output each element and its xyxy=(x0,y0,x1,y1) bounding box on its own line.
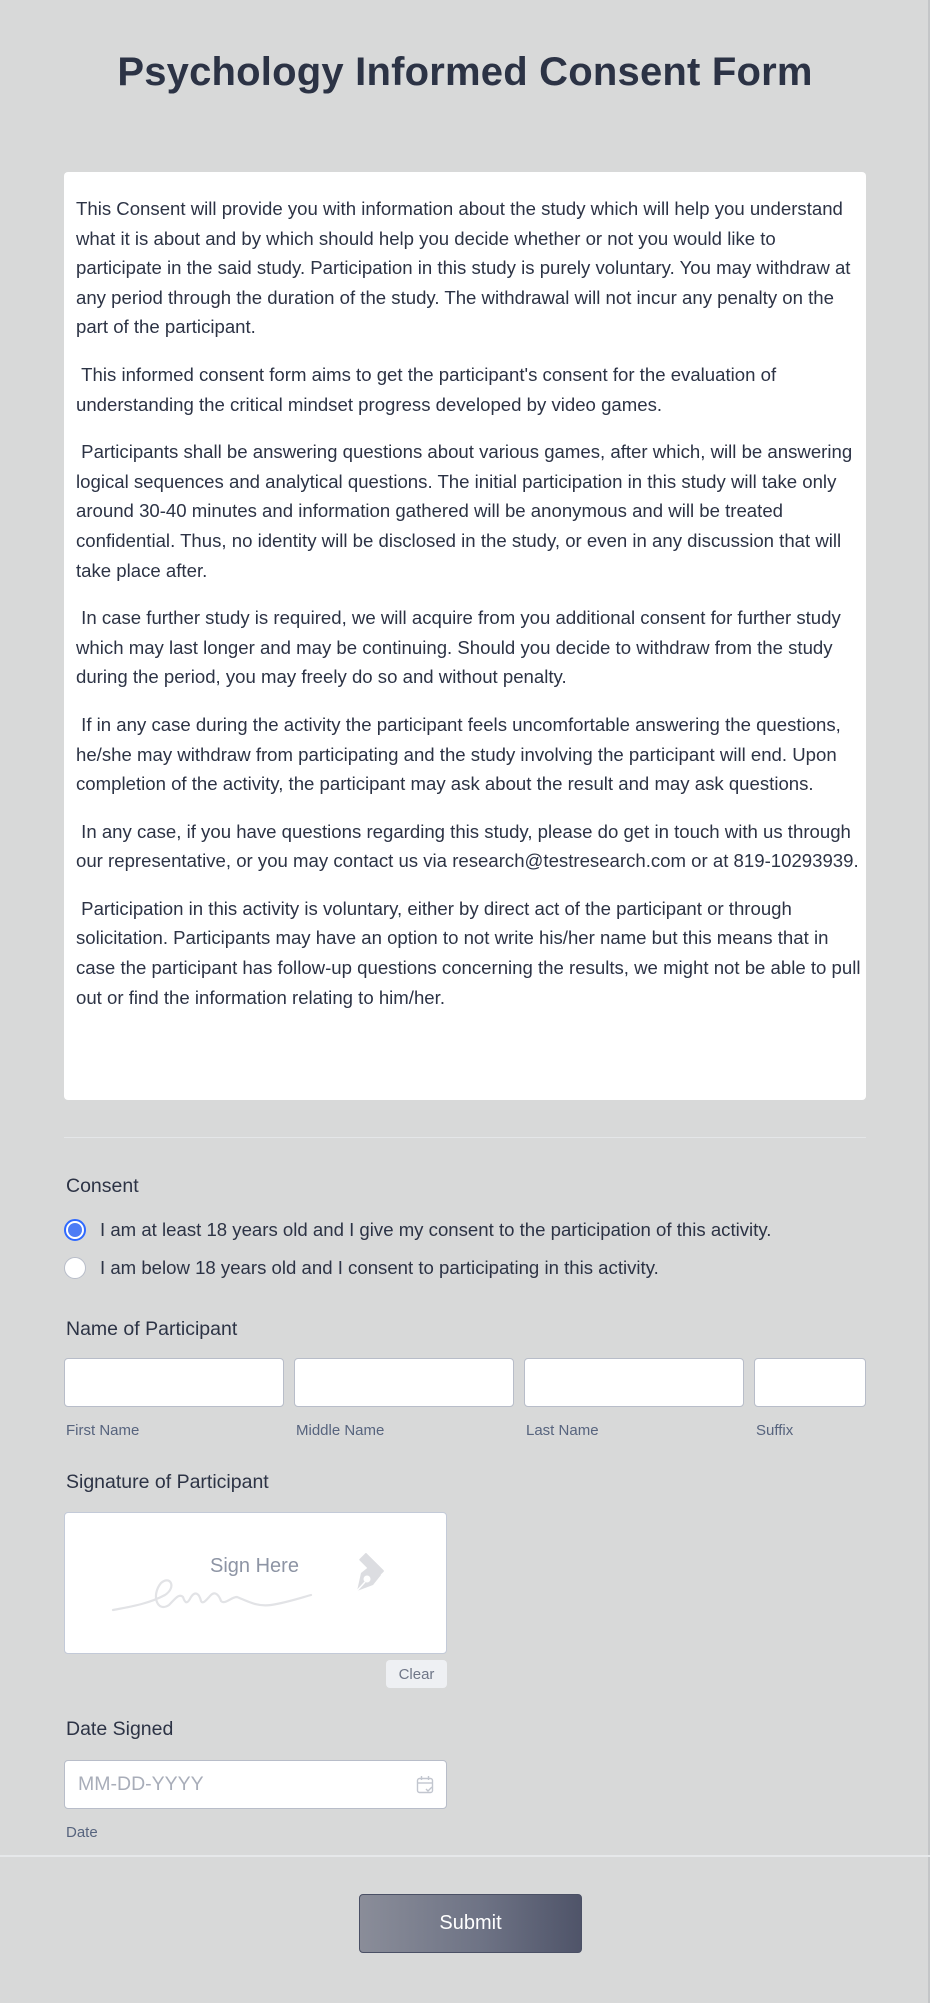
radio-label: I am at least 18 years old and I give my consent to the participation of this activity. xyxy=(100,1219,772,1240)
sign-here-placeholder: Sign Here xyxy=(210,1555,299,1577)
consent-paragraph: If in any case during the activity the participant feels uncomfortable answering the questions, he/she may withdraw from participating and the study involving the participant will end. Upon completion of the activity, the participant may ask about the result and may ask questions. xyxy=(76,713,841,795)
consent-paragraph: Participation in this activity is voluntary, either by direct act of the participant or through solicitation. Participants may have an option to not write his/her name but this means that in case the participant has follow-up questions concerning the results, we might not be able to pull out or find the information relating to him/her. xyxy=(76,897,861,1008)
date-input[interactable] xyxy=(64,1760,447,1809)
date-sublabel: Date xyxy=(66,1824,98,1841)
radio-button-checked[interactable] xyxy=(64,1219,86,1241)
date-placeholder: MM-DD-YYYY xyxy=(78,1773,204,1795)
consent-paragraph: Participants shall be answering questions about various games, after which, will be answering logical sequences and analytical questions. The initial participation in this study will take only around 30-40 minutes and information gathered will be anonymous and will be treated confidential. Thus, no identity will be disclosed in the study, or even in any discussion that will take place after. xyxy=(76,441,853,581)
section-divider xyxy=(64,1137,866,1138)
signature-label: Signature of Participant xyxy=(66,1471,269,1493)
calendar-icon[interactable] xyxy=(416,1775,434,1795)
signature-pad[interactable] xyxy=(64,1512,447,1654)
clear-signature-button[interactable]: Clear xyxy=(386,1660,447,1688)
first-name-input[interactable] xyxy=(64,1358,284,1407)
last-name-sublabel: Last Name xyxy=(526,1422,599,1439)
consent-option-minor[interactable] xyxy=(64,1257,659,1279)
middle-name-sublabel: Middle Name xyxy=(296,1422,385,1439)
radio-button[interactable] xyxy=(64,1257,86,1279)
suffix-sublabel: Suffix xyxy=(756,1422,794,1439)
consent-paragraph: This Consent will provide you with information about the study which will help you understand what it is about and by which should help you decide whether or not you would like to participate in the said study. Participation in this study is purely voluntary. You may withdraw at any period through the duration of the study. The withdrawal will not incur any penalty on the part of the participant. xyxy=(76,198,851,338)
consent-text-box xyxy=(64,172,866,1100)
consent-label: Consent xyxy=(66,1175,139,1197)
last-name-input[interactable] xyxy=(524,1358,744,1407)
first-name-sublabel: First Name xyxy=(66,1422,140,1439)
footer-divider xyxy=(0,1855,930,1857)
consent-paragraph: In case further study is required, we will acquire from you additional consent for further study which may last longer and may be continuing. Should you decide to withdraw from the study during the period, you may freely do so and without penalty. xyxy=(76,607,841,688)
name-label: Name of Participant xyxy=(66,1318,238,1340)
pen-nib-icon xyxy=(351,1553,395,1597)
suffix-input[interactable] xyxy=(754,1358,866,1407)
consent-option-adult[interactable] xyxy=(64,1219,771,1241)
consent-paragraph: This informed consent form aims to get the participant's consent for the evaluation of understanding the critical mindset progress developed by video games. xyxy=(76,363,777,415)
radio-label: I am below 18 years old and I consent to participating in this activity. xyxy=(100,1257,659,1278)
submit-button[interactable]: Submit xyxy=(359,1894,582,1953)
consent-paragraph: In any case, if you have questions regarding this study, please do get in touch with us through our representative, or you may contact us via research@testresearch.com or at 819-10293939. xyxy=(76,820,859,872)
middle-name-input[interactable] xyxy=(294,1358,514,1407)
form-title: Psychology Informed Consent Form xyxy=(117,50,813,94)
date-label: Date Signed xyxy=(66,1718,174,1740)
